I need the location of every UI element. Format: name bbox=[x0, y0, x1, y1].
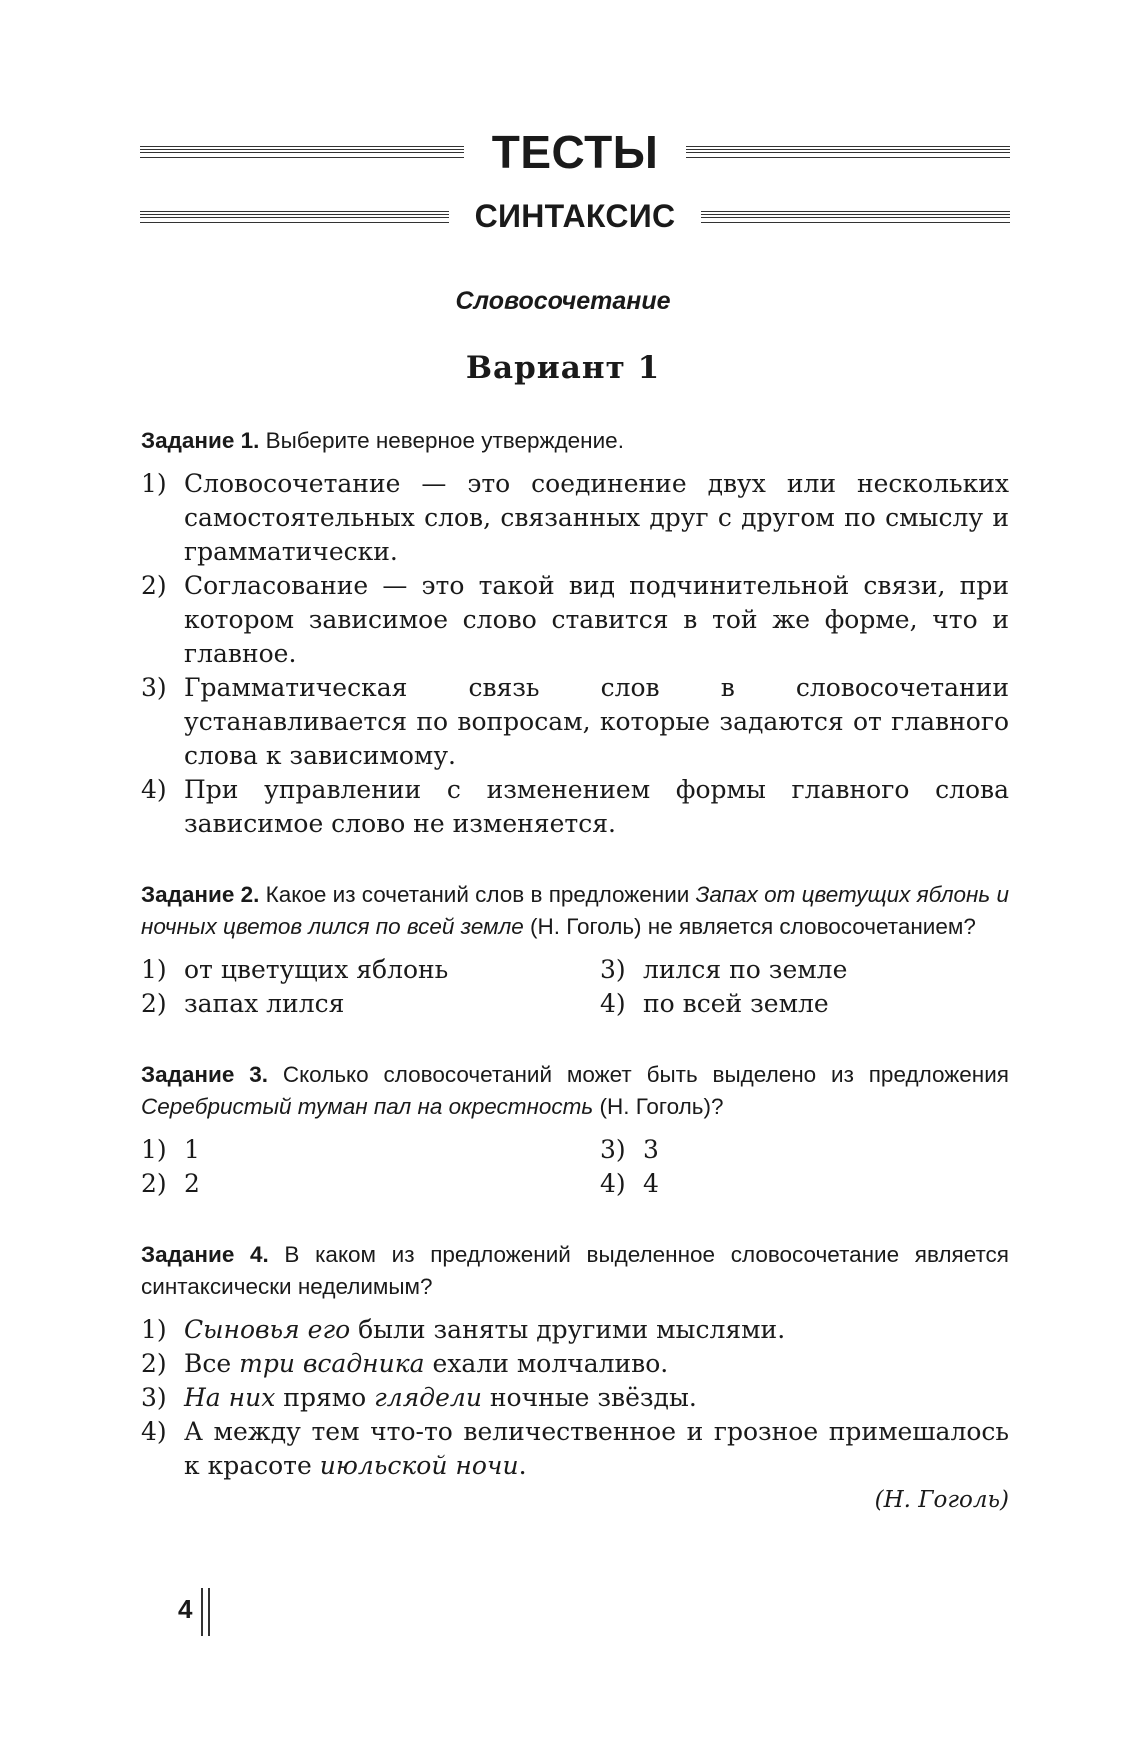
section-title: СИНТАКСИС bbox=[474, 198, 676, 234]
title-rule-right bbox=[686, 146, 1010, 158]
section-rule-left bbox=[140, 211, 449, 223]
task-2-options bbox=[141, 953, 1009, 1021]
task-1-question: Задание 1. Выберите неверное утверждение. bbox=[141, 428, 624, 453]
task-3-options bbox=[141, 1133, 1009, 1201]
task-4-options bbox=[141, 1313, 1009, 1483]
subsection-title: Словосочетание bbox=[455, 287, 671, 315]
option: 2) запах лился bbox=[141, 989, 345, 1018]
option: 4) 4 bbox=[600, 1169, 659, 1198]
option: 1) от цветущих яблонь bbox=[141, 955, 449, 984]
option: 4) А между тем что-то величественное и грозное примешалось к красоте июльской ночи. bbox=[141, 1417, 1009, 1480]
task-1-label: Задание 1. bbox=[141, 428, 260, 453]
task-2 bbox=[141, 879, 1009, 1021]
page-title: ТЕСТЫ bbox=[491, 126, 659, 178]
option: 4) При управлении с изменением формы главного слова зависимое слово не изменяется. bbox=[141, 775, 1009, 838]
option: 3) Грамматическая связь слов в словосочетании устанавливается по вопросам, которые задаются от главного слова к зависимому. bbox=[141, 673, 1009, 770]
option: 4) по всей земле bbox=[600, 989, 829, 1018]
option: 1) Словосочетание — это соединение двух или нескольких самостоятельных слов, связанных друг с другом по смыслу и грамматически. bbox=[141, 469, 1009, 566]
title-rule-left bbox=[140, 146, 464, 158]
task-3 bbox=[141, 1059, 1009, 1201]
task-2-label: Задание 2. bbox=[141, 882, 260, 907]
task-4 bbox=[141, 1239, 1009, 1513]
task-1 bbox=[141, 425, 1009, 841]
option: 2) Все три всадника ехали молчаливо. bbox=[141, 1349, 669, 1378]
option: 1) Сыновья его были заняты другими мыслями. bbox=[141, 1315, 786, 1344]
option: 1) 1 bbox=[141, 1135, 200, 1164]
section-rule-right bbox=[701, 211, 1010, 223]
task-4-question: Задание 4. В каком из предложений выделенное словосочетание является синтаксически неделимым? bbox=[141, 1242, 1009, 1299]
option: 2) 2 bbox=[141, 1169, 200, 1198]
task-4-label: Задание 4. bbox=[141, 1242, 269, 1267]
option: 3) лился по земле bbox=[600, 955, 848, 984]
page-number-bars bbox=[201, 1588, 210, 1636]
author-attribution: (Н. Гоголь) bbox=[874, 1487, 1009, 1513]
content bbox=[141, 425, 1009, 1513]
variant-title: Вариант 1 bbox=[465, 350, 661, 386]
task-2-question: Задание 2. Какое из сочетаний слов в предложении Запах от цветущих яблонь и ночных цветов лился по всей земле (Н. Гоголь) не является словосочетанием? bbox=[141, 882, 1010, 939]
option: 3) 3 bbox=[600, 1135, 659, 1164]
option: 3) На них прямо глядели ночные звёзды. bbox=[141, 1383, 697, 1412]
page-number: 4 bbox=[178, 1594, 193, 1624]
task-1-options bbox=[141, 467, 1009, 841]
title-row bbox=[140, 125, 1010, 179]
section-row bbox=[140, 198, 1010, 235]
task-3-question: Задание 3. Сколько словосочетаний может быть выделено из предложения Серебристый туман пал на окрестность (Н. Гоголь)? bbox=[141, 1062, 1009, 1119]
task-3-label: Задание 3. bbox=[141, 1062, 268, 1087]
option: 2) Согласование — это такой вид подчинительной связи, при котором зависимое слово ставится в той же форме, что и главное. bbox=[141, 571, 1009, 668]
